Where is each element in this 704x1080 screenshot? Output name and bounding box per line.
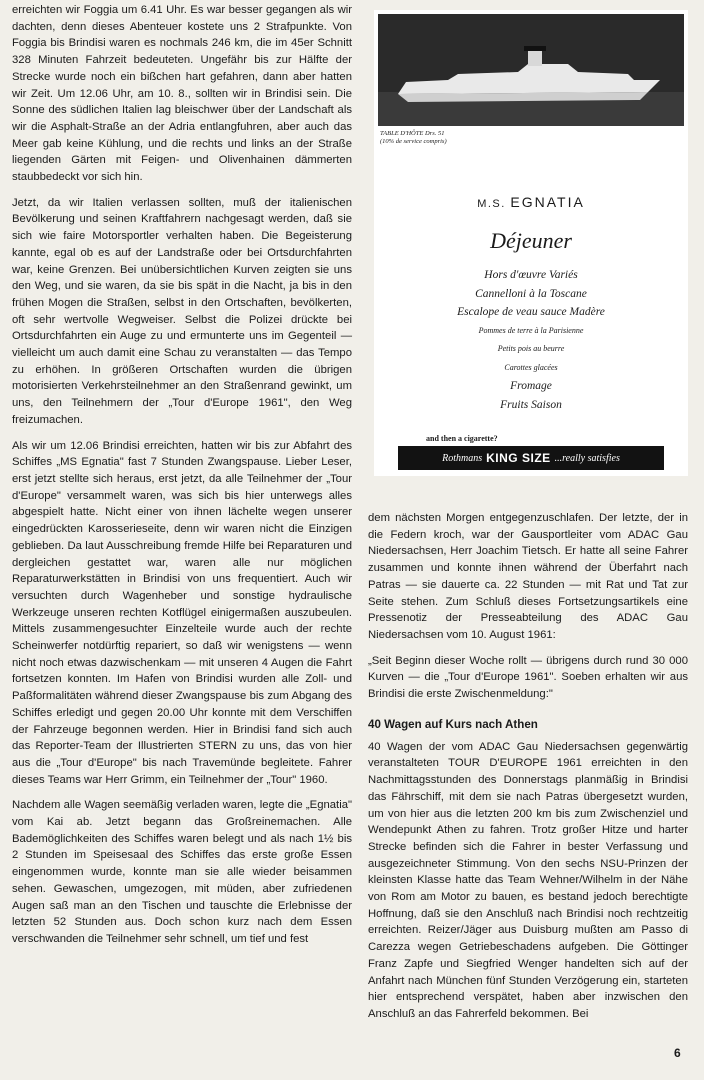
- cigarette-ad-banner: [398, 446, 664, 470]
- menu-item: Petits pois au beurre: [497, 344, 565, 353]
- press-quote: „Seit Beginn dieser Woche rollt — übrigens durch rund 30 000 Kurven — die „Tour d'Europe 1961". Soeben erhalten wir aus Brindisi die erste Zwischenmeldung:": [368, 654, 688, 701]
- paragraph-ship-departure: Nachdem alle Wagen seemäßig verladen waren, legte die „Egnatia" vom Kai ab. Jetzt begann das Großreinemachen. Alle Bademöglichkeiten des Schiffes waren belegt und als nach 1½ bis 2 Stunden im Speisesaal des Schiffes das erste große Essen eingenommen wurde, konnte man sie alle wieder beisammen sehen. Gewaschen, umgezogen, mit müden, aber zufriedenen Augen saß man an den Tischen und tauschte die Erlebnisse der letzten 52 Stunden aus. Doch schon kurz nach dem Essen verschwanden die Teilnehmer sehr schnell, um tief und fest: [12, 799, 352, 945]
- paragraph-sleep: dem nächsten Morgen entgegenzuschlafen. Der letzte, der in die Federn kroch, war der Gausportleiter vom ADAC Gau Niedersachsen, Herr Joachim Tietsch. Er hatte all seine Fahrer zusammen und konnte ihnen während der Überfahrt nach Patras — sie dauerte ca. 22 Stunden — mit Rat und Tat zur Seite stehen. Zum Schluß dieses Fortsetzungsartikels eine Pressenotiz der Presseabteilung des ADAC Gau Niedersachsen vom 10. August 1961:: [368, 512, 688, 641]
- ad-question: and then a cigarette?: [426, 434, 498, 443]
- menu-caption: [380, 130, 447, 146]
- menu-service-note: (10% de service compris): [380, 138, 447, 145]
- ad-brand: Rothmans: [442, 452, 483, 464]
- ad-slogan: ...really satisfies: [554, 452, 620, 464]
- right-column: [368, 510, 688, 1032]
- ship-prefix: M.S.: [477, 198, 506, 210]
- menu-item: Fruits Saison: [500, 398, 562, 411]
- menu-item: Pommes de terre à la Parisienne: [478, 325, 584, 335]
- menu-title: Déjeuner: [490, 228, 572, 253]
- paragraph-italian-population: Jetzt, da wir Italien verlassen sollten, muß der italienischen Bevölkerung und seinen Kraftfahrern nachgesagt werden, daß sie sich wie faire Motorsportler verhalten haben. Die Begeisterung kannte, egal ob es auf der Landstraße oder bei Ortsdurchfahrten war, keine Grenzen. Bei unübersichtlichen Kurven zeigten sie uns den Weg, und sie waren, da sie bis spät in die Nacht, ja bis in den frühen Mogen die Straßen, selbst in den Ortschaften, bevölkerten, oft sehr wertvolle Wegweiser. Selbst die Polizei drückte bei Ortsdurchfahrten ein Auge zu und ermunterte uns im Gegenteil — vielleicht um auch damit eine Schau zu veranstalten — das Tempo zu erhöhen. In größeren Ortschaften wurden die übrigen motorisierten Verkehrsteilnehmer an den Straßenrand gewinkt, um uns, den Teilnehmern der „Tour d'Europe 1961", den Weg freizumachen.: [12, 196, 352, 426]
- menu-ship-name: [374, 194, 688, 210]
- page-number: 6: [674, 1046, 681, 1060]
- menu-price: TABLE D'HÔTE Drs. 51: [380, 130, 445, 137]
- section-heading: 40 Wagen auf Kurs nach Athen: [368, 717, 538, 731]
- paragraph-athens-report: 40 Wagen der vom ADAC Gau Niedersachsen gegenwärtig veranstalteten TOUR D'EUROPE 1961 erreichten in den Nachmittagsstunden des Donnerstags planmäßig in Brindisi das Fährschiff, mit dem sie nach Patras übergesetzt wurden, um von hier aus die letzten 200 km bis zum Zwischenziel und Wendepunkt Athen zu fahren. Trotz großer Hitze und harter Strecke befinden sich die Fahrer in bester Verfassung und ausgezeichneter Stimmung. Von den sechs NSU-Prinzen der kleinsten Klasse hatte das Team Wehner/Wilhelm in der Nähe von Rom am Motor zu bauen, es bestand jedoch berechtigte Hoffnung, daß sie den Anschluß nach Brindisi noch rechtzeitig erreichten. Reizer/Jäger aus Duisburg mußten am Passo di Carezza wegen Getriebeschadens aufgeben. Die Göttinger Franz Zapfe und Siegfried Wenger handelten sich auf der Anfahrt nach München fünf Stunden Verzögerung ein, starteten hier entsprechend verspätet, haben aber inzwischen den Anschluß an das Fahrerfeld bekommen. Bei: [368, 740, 688, 1020]
- menu-item: Escalope de veau sauce Madère: [457, 306, 605, 318]
- ship-photo: [378, 14, 684, 126]
- ad-kingsize: KING SIZE: [486, 451, 551, 465]
- menu-item: Fromage: [510, 380, 552, 392]
- paragraph-brindisi-waiting: Als wir um 12.06 Brindisi erreichten, hatten wir bis zur Abfahrt des Schiffes „MS Egnatia" fast 7 Stunden Zwangspause. Lieber Leser, erst jetzt stellte sich heraus, erst jetzt, da alle Teilnehmer der „Tour d'Europe" versammelt waren, was sich bis hier unterwegs alles abgespielt hatte. Nicht einer von ihnen lächelte wegen unserer eingedrückten Karosserieseite, denn wir waren nicht die Einzigen geblieben. Da laut Ausschreibung fremde Hilfe bei Reparaturen und dergleichen gestattet war, waren alle nur möglichen Reparaturwerkstätten in Brindisi von uns frequentiert. Auch wir versuchten durch Wagenheber und sonstige hydraulische Werkzeuge unseren rechten Kotflügel einigermaßen auszubeulen. Mittels zusammengesuchter Einzelteile wurde auch der rechte Scheinwerfer notdürftig repariert, so daß wir wenigstens — wenn nicht noch etwas dazwischenkam — mit unseren 4 Augen die Fahrt fortsetzen konnten. Im Hafen von Brindisi wurden alle Zoll- und Paßformalitäten während dieser Zwangspause bis zum Abgang des Schiffes erledigt und gegen 20.00 Uhr konnte mit dem Verschiffen der Fahrzeuge begonnen werden. Hier in Brindisi fand sich auch das Reporter-Team der Illustrierten STERN zu uns, das von hier aus die „Tour d'Europe" bis nach Travemünde begleitete. Fahrer dieses Teams war Herr Grimm, ein Teilnehmer der „Tour" 1960.: [12, 439, 352, 786]
- menu-item: Carottes glacées: [504, 362, 558, 372]
- menu-items: [374, 266, 688, 414]
- menu-card-image: [374, 10, 688, 476]
- paragraph-foggia-brindisi: erreichten wir Foggia um 6.41 Uhr. Es war besser gegangen als wir dachten, denn dieses Abenteuer kostete uns 2 Strafpunkte. Von Foggia bis Brindisi waren es nochmals 246 km, die im 45er Schnitt 328 Minuten Fahrzeit bedeuteten. Ungefähr bis zur Hälfte der Strecke wurde noch ein bißchen hart gefahren, dann aber hatten wir Zeit. Um 12.06 Uhr, am 10. 8., sollten wir in Brindisi sein. Die Sonne des südlichen Italien lag bleischwer über der Landschaft als wir die Asphalt-Straße an der Adria entlangfuhren, aber auch das Meer gab keine Kühlung, und die rechts und links an der Straße liegenden Gärten mit Feigen- und Olivenhainen dämmerten staubbedeckt vor sich hin.: [12, 4, 352, 184]
- menu-item: Cannelloni à la Toscane: [475, 287, 587, 300]
- menu-item: Hors d'œuvre Variés: [484, 269, 578, 281]
- left-column: [12, 2, 352, 957]
- ship-name: EGNATIA: [510, 194, 585, 210]
